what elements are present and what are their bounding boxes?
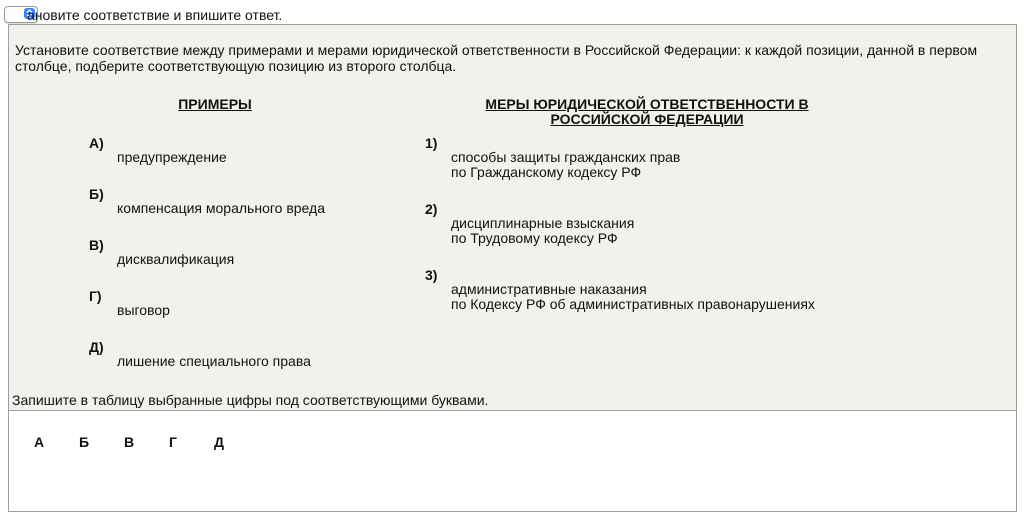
example-text-d: лишение специального права [117,353,311,369]
answer-table [8,410,1017,512]
example-letter-g: Г) [89,288,102,304]
examples-column-title: ПРИМЕРЫ [178,96,252,112]
answer-column-v: В [124,434,135,450]
measure-3-line2: по Кодексу РФ об административных правонарушениях [451,296,815,312]
measure-number-3: 3) [425,267,438,283]
task-header-text: ановите соответствие и впишите ответ. [27,7,283,23]
answer-column-d: Д [214,434,224,450]
example-letter-b: Б) [89,186,104,202]
example-letter-a: А) [89,135,104,151]
answer-column-g: Г [169,434,177,450]
measure-3-line1: административные наказания [451,281,647,297]
example-letter-v: В) [89,237,104,253]
example-text-v: дисквалификация [117,251,235,267]
answer-column-b: Б [79,434,90,450]
answer-column-a: А [34,434,45,450]
measure-number-1: 1) [425,135,438,151]
task-panel [8,24,1017,411]
measure-1-line2: по Гражданскому кодексу РФ [451,164,642,180]
example-text-a: предупреждение [117,149,227,165]
answer-instruction: Запишите в таблицу выбранные цифры под соответствующими буквами. [12,392,489,408]
example-text-b: компенсация морального вреда [117,200,325,216]
example-text-g: выговор [117,302,170,318]
measure-2-line1: дисциплинарные взыскания [451,215,635,231]
measure-2-line2: по Трудовому кодексу РФ [451,230,618,246]
example-letter-d: Д) [89,339,104,355]
measures-column-title-line2: РОССИЙСКОЙ ФЕДЕРАЦИИ [550,111,744,127]
measure-number-2: 2) [425,201,438,217]
task-instruction: Установите соответствие между примерами и мерами юридической ответственности в Российской Федерации: к каждой позиции, данной в первом столбце, подберите соответствующую позицию из второго столбца. [15,42,978,74]
top-bar [0,4,1024,24]
measures-column-title-line1: МЕРЫ ЮРИДИЧЕСКОЙ ОТВЕТСТВЕННОСТИ В [485,96,809,112]
measure-1-line1: способы защиты гражданских прав [451,149,681,165]
